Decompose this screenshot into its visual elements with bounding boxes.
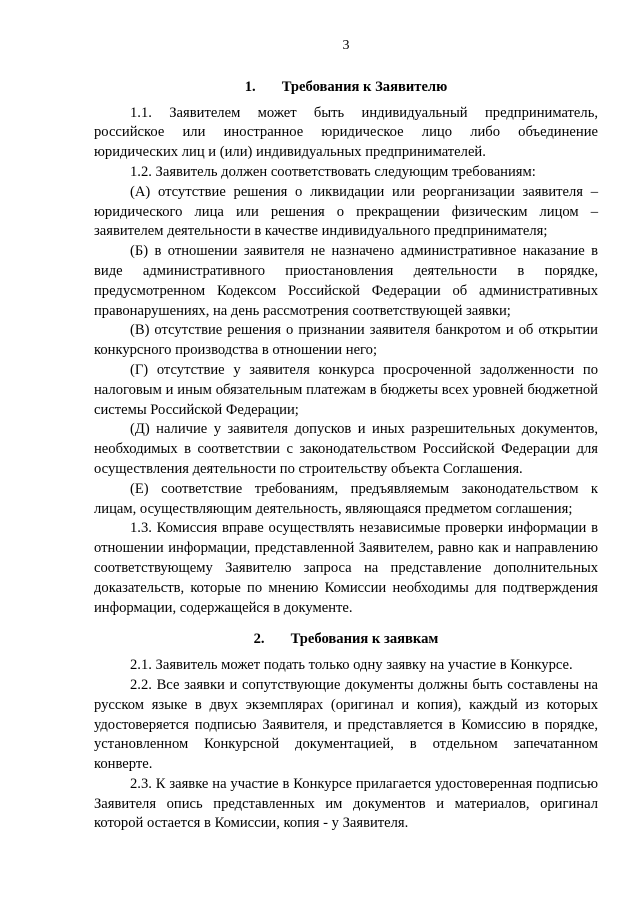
section-number: 1. xyxy=(244,78,256,95)
paragraph-2-2: 2.2. Все заявки и сопутствующие документы должны быть составлены на русском языке в двух экземплярах (оригинал и копия), каждый из которых удостоверяется подписью Заявителя, и представляется в Комиссию в порядке, установленном Конкурсной документацией, в отдельном запечатанном конверте. xyxy=(94,676,598,773)
requirement-a: (А) отсутствие решения о ликвидации или реорганизации заявителя – юридического лица или решения о прекращении физическим лицом – заявителем деятельности в качестве индивидуального предпринимателя; xyxy=(94,183,598,240)
section-gap xyxy=(94,618,598,630)
requirement-d: (Д) наличие у заявителя допусков и иных разрешительных документов, необходимых в соответствии с законодательством Российской Федерации для осуществления деятельности по строительству объекта Соглашения. xyxy=(94,421,598,477)
paragraph-1-1: 1.1. Заявителем может быть индивидуальный предприниматель, российское или иностранное юридическое лицо либо объединение юридических лиц и (или) индивидуальных предпринимателей. xyxy=(94,104,598,161)
requirement-g: (Г) отсутствие у заявителя конкурса просроченной задолженности по налоговым и иным обязательным платежам в бюджеты всех уровней бюджетной системы Российской Федерации; xyxy=(94,361,598,418)
requirement-v: (В) отсутствие решения о признании заявителя банкротом и об открытии конкурсного производства в отношении него; xyxy=(94,322,598,359)
page-number: 3 xyxy=(342,38,350,53)
requirement-e: (Е) соответствие требованиям, предъявляемым законодательством к лицам, осуществляющим деятельность, являющаяся предметом соглашения; xyxy=(94,480,598,517)
requirement-b: (Б) в отношении заявителя не назначено административное наказание в виде административного приостановления деятельности в порядке, предусмотренном Кодексом Российской Федерации об административных правонарушениях, на день рассмотрения соответствующей заявки; xyxy=(94,243,598,319)
section-title: Требования к Заявителю xyxy=(281,78,448,95)
section-heading xyxy=(94,630,598,650)
paragraph-1-3: 1.3. Комиссия вправе осуществлять независимые проверки информации в отношении информации, представленной Заявителем, равно как и направлению соответствующему Заявителю запроса на представление дополнительных доказательств, которые по мнению Комиссии необходимы для подтверждения информации, содержащейся в документе. xyxy=(94,520,598,616)
section-title: Требования к заявкам xyxy=(290,631,439,648)
paragraph-2-1: 2.1. Заявитель может подать только одну заявку на участие в Конкурсе. xyxy=(130,657,573,674)
section-number: 2. xyxy=(253,631,265,648)
paragraph-1-2: 1.2. Заявитель должен соответствовать следующим требованиям: xyxy=(130,163,536,180)
paragraph-2-3: 2.3. К заявке на участие в Конкурсе прилагается удостоверенная подписью Заявителя опись представленных им документов и материалов, оригинал которой остается в Комиссии, копия - у Заявителя. xyxy=(94,775,598,832)
section-heading xyxy=(94,78,598,98)
